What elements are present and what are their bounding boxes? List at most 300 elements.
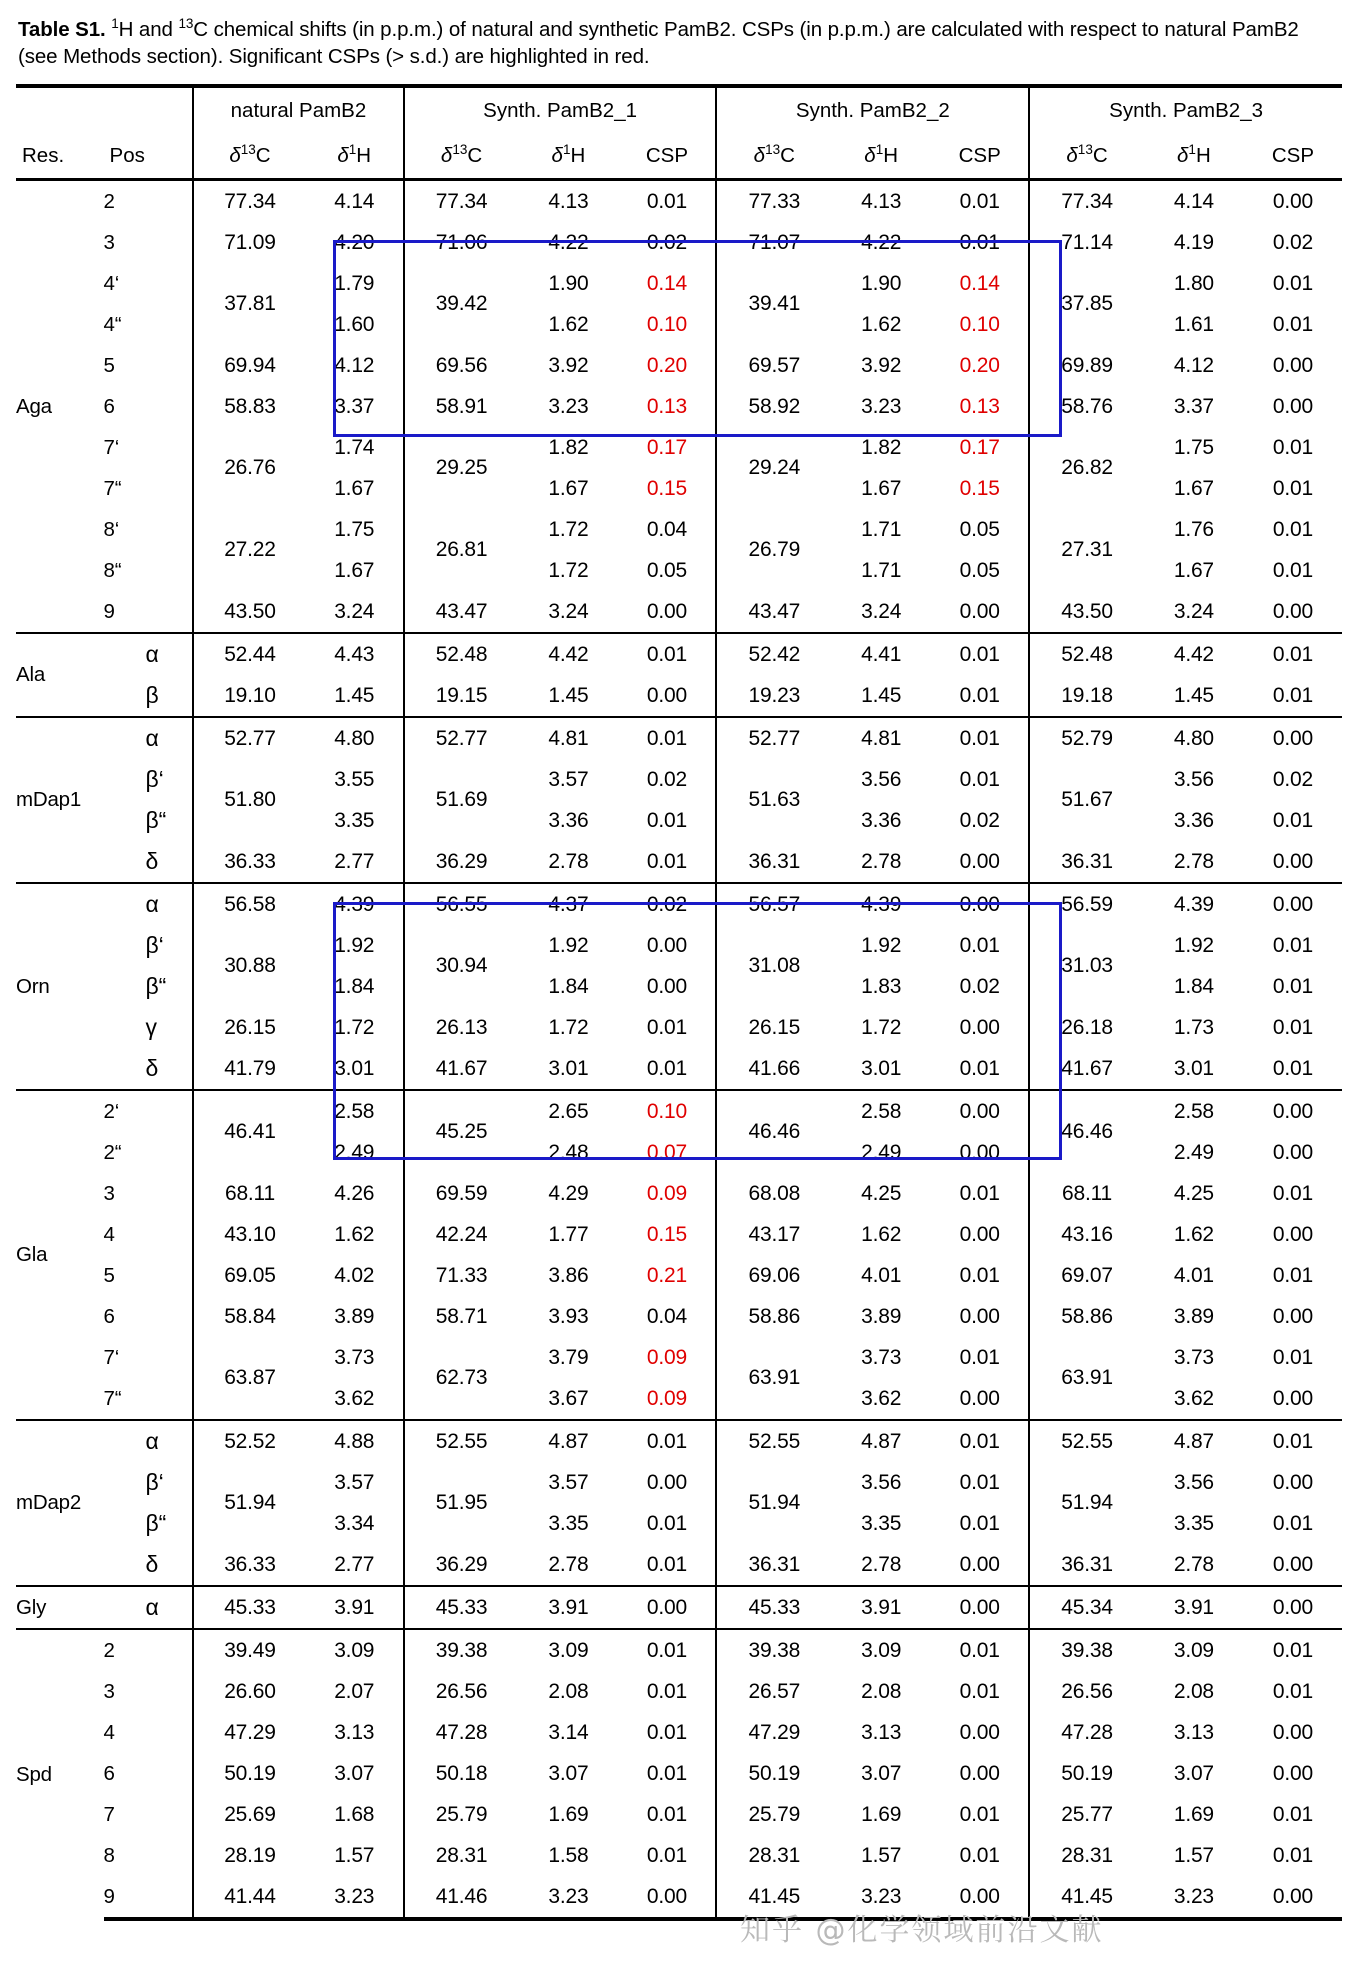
position-label: β“ [145, 1510, 167, 1537]
position-label: 7 [103, 1802, 115, 1826]
table-row [16, 1173, 1342, 1214]
position-label: δ [145, 848, 159, 875]
c13-value: 31.08 [716, 925, 831, 1007]
c13-value: 71.06 [404, 222, 519, 263]
h1-value: 2.49 [861, 1140, 902, 1164]
h1-value: 4.87 [1144, 1420, 1244, 1462]
csp-value: 0.01 [1272, 476, 1313, 500]
table-row [16, 1296, 1342, 1337]
position-label: β‘ [145, 766, 164, 793]
table-row [16, 633, 1342, 675]
h1-value: 3.09 [1144, 1629, 1244, 1671]
c13-value: 43.17 [716, 1214, 831, 1255]
csp-value: 0.10 [618, 1090, 716, 1132]
h1-value: 3.62 [1173, 1386, 1214, 1410]
c13-value: 30.94 [404, 925, 519, 1007]
table-row [16, 883, 1342, 925]
column-header-nat-h1: $\delta^1H$ [337, 142, 372, 168]
csp-value: 0.01 [959, 683, 1000, 707]
caption-sup-13c: 13 [178, 16, 194, 32]
column-header-s1-c13: $\delta^{13}C$ [404, 134, 519, 180]
h1-value: 1.69 [861, 1802, 902, 1826]
csp-value: 0.05 [959, 558, 1000, 582]
position-label: 9 [104, 1876, 194, 1919]
csp-value: 0.01 [646, 1720, 687, 1744]
c13-value: 77.33 [716, 180, 831, 223]
h1-value: 3.93 [548, 1304, 589, 1328]
position-label: 7‘ [103, 435, 120, 459]
c13-value: 71.14 [1029, 222, 1144, 263]
c13-value: 69.56 [404, 345, 519, 386]
h1-value: 3.07 [1173, 1761, 1214, 1785]
table-row [16, 222, 1342, 263]
c13-value: 26.15 [193, 1007, 306, 1048]
h1-value: 3.14 [548, 1720, 589, 1744]
h1-value: 1.82 [861, 435, 902, 459]
h1-value: 2.58 [831, 1090, 931, 1132]
h1-value: 3.92 [861, 353, 902, 377]
position-label: β“ [145, 807, 167, 834]
h1-value: 1.72 [334, 1015, 375, 1039]
csp-value: 0.01 [1272, 808, 1313, 832]
h1-value: 2.58 [306, 1090, 404, 1132]
csp-value: 0.15 [646, 1222, 687, 1246]
residue-label: Gly [16, 1586, 104, 1629]
csp-value: 0.01 [1272, 974, 1313, 998]
csp-value: 0.01 [1272, 1843, 1313, 1867]
h1-value: 3.23 [831, 1876, 931, 1919]
csp-value: 0.02 [959, 808, 1000, 832]
csp-value: 0.13 [959, 394, 1000, 418]
h1-value: 4.87 [831, 1420, 931, 1462]
c13-value: 45.33 [404, 1586, 519, 1629]
h1-value: 1.67 [548, 476, 589, 500]
csp-value: 0.01 [1272, 1015, 1313, 1039]
h1-value: 1.67 [861, 476, 902, 500]
csp-value: 0.04 [646, 1304, 687, 1328]
c13-value: 68.11 [1029, 1173, 1144, 1214]
csp-value: 0.01 [1272, 558, 1313, 582]
h1-value: 1.74 [334, 435, 375, 459]
c13-value: 69.59 [404, 1173, 519, 1214]
csp-value: 0.00 [1272, 394, 1313, 418]
h1-value: 1.69 [1173, 1802, 1214, 1826]
csp-value: 0.00 [931, 1090, 1029, 1132]
c13-value: 51.94 [193, 1462, 306, 1544]
position-label: δ [145, 1551, 159, 1578]
c13-value: 52.55 [404, 1420, 519, 1462]
c13-value: 52.55 [716, 1420, 831, 1462]
csp-value: 0.01 [1272, 1181, 1313, 1205]
csp-value: 0.01 [1272, 1056, 1313, 1080]
h1-value: 3.23 [518, 1876, 618, 1919]
c13-value: 56.58 [193, 883, 306, 925]
csp-value: 0.00 [959, 849, 1000, 873]
csp-value: 0.00 [959, 1720, 1000, 1744]
c13-value: 26.56 [404, 1671, 519, 1712]
csp-value: 0.00 [1272, 1222, 1313, 1246]
h1-value: 3.07 [334, 1761, 375, 1785]
h1-value: 1.73 [1173, 1015, 1214, 1039]
c13-value: 43.47 [404, 591, 519, 633]
c13-value: 52.77 [716, 717, 831, 759]
table-row [16, 759, 1342, 800]
h1-value: 1.79 [334, 271, 375, 295]
h1-value: 3.56 [1173, 767, 1214, 791]
c13-value: 37.81 [193, 263, 306, 345]
group-header-synth3: Synth. PamB2_3 [1029, 86, 1342, 134]
table-row [16, 1671, 1342, 1712]
csp-value: 0.00 [1272, 1470, 1313, 1494]
csp-value: 0.01 [646, 1056, 687, 1080]
h1-value: 4.01 [861, 1263, 902, 1287]
position-label: α [104, 633, 194, 675]
c13-value: 29.25 [404, 427, 519, 509]
h1-value: 1.67 [334, 558, 375, 582]
csp-value: 0.01 [618, 1420, 716, 1462]
c13-value: 36.33 [193, 1544, 306, 1586]
csp-value: 0.09 [646, 1181, 687, 1205]
column-header-s1-csp: CSP [645, 144, 689, 168]
h1-value: 3.23 [1144, 1876, 1244, 1919]
csp-value: 0.00 [646, 1470, 687, 1494]
position-label: 4“ [103, 312, 122, 336]
c13-value: 71.33 [404, 1255, 519, 1296]
table-row [16, 1586, 1342, 1629]
column-header-s3-csp: CSP [1271, 144, 1315, 168]
c13-value: 58.83 [193, 386, 306, 427]
csp-value: 0.01 [1272, 1345, 1313, 1369]
c13-value: 52.42 [716, 633, 831, 675]
csp-value: 0.01 [959, 1679, 1000, 1703]
c13-value: 58.84 [193, 1296, 306, 1337]
h1-value: 3.79 [548, 1345, 589, 1369]
h1-value: 2.08 [548, 1679, 589, 1703]
h1-value: 3.13 [334, 1720, 375, 1744]
h1-value: 3.24 [548, 599, 589, 623]
c13-value: 41.46 [404, 1876, 519, 1919]
c13-value: 26.57 [716, 1671, 831, 1712]
table-row [16, 509, 1342, 550]
h1-value: 1.57 [1173, 1843, 1214, 1867]
c13-value: 41.67 [404, 1048, 519, 1090]
c13-value: 77.34 [193, 180, 306, 223]
residue-label: Spd [16, 1629, 104, 1919]
csp-value: 0.14 [646, 271, 687, 295]
c13-value: 56.57 [716, 883, 831, 925]
csp-value: 0.00 [959, 1140, 1000, 1164]
h1-value: 3.01 [861, 1056, 902, 1080]
h1-value: 4.87 [518, 1420, 618, 1462]
h1-value: 1.45 [548, 683, 589, 707]
position-label: 5 [103, 1263, 115, 1287]
c13-value: 41.45 [716, 1876, 831, 1919]
h1-value: 4.81 [518, 717, 618, 759]
c13-value: 41.66 [716, 1048, 831, 1090]
csp-value: 0.09 [646, 1386, 687, 1410]
c13-value: 58.92 [716, 386, 831, 427]
h1-value: 1.58 [548, 1843, 589, 1867]
csp-value: 0.00 [1272, 1761, 1313, 1785]
table-row [16, 1255, 1342, 1296]
h1-value: 4.25 [861, 1181, 902, 1205]
h1-value: 2.07 [334, 1679, 375, 1703]
h1-value: 3.91 [1144, 1586, 1244, 1629]
chemical-shift-table [16, 84, 1342, 1921]
h1-value: 3.09 [518, 1629, 618, 1671]
position-label: β [145, 682, 159, 709]
c13-value: 51.80 [193, 759, 306, 841]
h1-value: 1.45 [334, 683, 375, 707]
residue-label: Aga [16, 394, 52, 418]
position-label: α [104, 717, 194, 759]
c13-value: 56.55 [404, 883, 519, 925]
c13-value: 27.31 [1029, 509, 1144, 591]
csp-value: 0.01 [959, 767, 1000, 791]
position-label: 7‘ [103, 1345, 120, 1369]
h1-value: 3.13 [1173, 1720, 1214, 1744]
caption-sup-1h: 1 [111, 16, 119, 32]
c13-value: 71.07 [716, 222, 831, 263]
c13-value: 50.19 [716, 1753, 831, 1794]
table-row [16, 1337, 1342, 1378]
c13-value: 39.42 [404, 263, 519, 345]
table-row [16, 427, 1342, 468]
h1-value: 1.77 [548, 1222, 589, 1246]
h1-value: 4.26 [334, 1181, 375, 1205]
position-label: β‘ [145, 932, 164, 959]
caption-label: Table S1. [18, 18, 106, 41]
csp-value: 0.00 [1272, 599, 1313, 623]
h1-value: 2.65 [518, 1090, 618, 1132]
c13-value: 50.18 [404, 1753, 519, 1794]
h1-value: 1.71 [861, 558, 902, 582]
csp-value: 0.00 [1272, 1720, 1313, 1744]
c13-value: 58.71 [404, 1296, 519, 1337]
c13-value: 63.91 [716, 1337, 831, 1420]
csp-value: 0.01 [959, 1345, 1000, 1369]
position-label: 4‘ [103, 271, 120, 295]
h1-value: 1.84 [334, 974, 375, 998]
c13-value: 52.48 [404, 633, 519, 675]
table-row [16, 1420, 1342, 1462]
c13-value: 47.28 [404, 1712, 519, 1753]
csp-value: 0.01 [646, 189, 687, 213]
c13-value: 46.46 [716, 1090, 831, 1173]
h1-value: 3.89 [334, 1304, 375, 1328]
table-row [16, 841, 1342, 883]
csp-value: 0.02 [618, 883, 716, 925]
csp-value: 0.00 [1244, 883, 1342, 925]
csp-value: 0.01 [1272, 271, 1313, 295]
h1-value: 3.37 [1173, 394, 1214, 418]
c13-value: 52.44 [193, 633, 306, 675]
h1-value: 3.56 [861, 1470, 902, 1494]
position-label: 4 [103, 1720, 115, 1744]
c13-value: 52.77 [193, 717, 306, 759]
csp-value: 0.00 [618, 1876, 716, 1919]
csp-value: 0.00 [618, 1586, 716, 1629]
csp-value: 0.00 [959, 599, 1000, 623]
h1-value: 3.24 [334, 599, 375, 623]
c13-value: 69.89 [1029, 345, 1144, 386]
c13-value: 36.31 [716, 1544, 831, 1586]
csp-value: 0.00 [959, 1304, 1000, 1328]
c13-value: 52.77 [404, 717, 519, 759]
csp-value: 0.00 [1272, 1140, 1313, 1164]
h1-value: 4.43 [306, 633, 404, 675]
residue-label: Ala [16, 633, 104, 717]
h1-value: 3.57 [548, 1470, 589, 1494]
c13-value: 50.19 [1029, 1753, 1144, 1794]
csp-value: 0.00 [1244, 1876, 1342, 1919]
h1-value: 3.57 [548, 767, 589, 791]
c13-value: 43.10 [193, 1214, 306, 1255]
column-header-row [16, 134, 1342, 180]
h1-value: 1.90 [548, 271, 589, 295]
c13-value: 45.33 [193, 1586, 306, 1629]
table-row [16, 1876, 1342, 1919]
column-header-s2-csp: CSP [958, 144, 1001, 168]
csp-value: 0.00 [959, 1761, 1000, 1785]
h1-value: 4.42 [518, 633, 618, 675]
table-row [16, 925, 1342, 966]
h1-value: 4.19 [1173, 230, 1214, 254]
c13-value: 36.29 [404, 1544, 519, 1586]
c13-value: 25.79 [404, 1794, 519, 1835]
h1-value: 2.77 [334, 1552, 375, 1576]
c13-value: 45.33 [716, 1586, 831, 1629]
h1-value: 2.78 [548, 1552, 589, 1576]
h1-value: 1.84 [548, 974, 589, 998]
h1-value: 3.37 [334, 394, 375, 418]
c13-value: 69.06 [716, 1255, 831, 1296]
h1-value: 1.62 [861, 1222, 902, 1246]
h1-value: 1.80 [1173, 271, 1214, 295]
group-header-blank [16, 86, 193, 134]
csp-value: 0.00 [1272, 1386, 1313, 1410]
h1-value: 1.72 [861, 1015, 902, 1039]
c13-value: 69.07 [1029, 1255, 1144, 1296]
csp-value: 0.21 [646, 1263, 687, 1287]
h1-value: 3.07 [548, 1761, 589, 1785]
position-label: 3 [103, 1679, 115, 1703]
h1-value: 1.76 [1173, 517, 1214, 541]
h1-value: 3.01 [334, 1056, 375, 1080]
c13-value: 58.91 [404, 386, 519, 427]
c13-value: 41.45 [1029, 1876, 1144, 1919]
csp-value: 0.00 [931, 1586, 1029, 1629]
position-label: 6 [103, 394, 115, 418]
h1-value: 3.86 [548, 1263, 589, 1287]
csp-value: 0.00 [959, 1015, 1000, 1039]
csp-value: 0.00 [1272, 849, 1313, 873]
c13-value: 39.49 [193, 1629, 306, 1671]
table-row [16, 1794, 1342, 1835]
c13-value: 77.34 [404, 180, 519, 223]
h1-value: 1.83 [861, 974, 902, 998]
c13-value: 56.59 [1029, 883, 1144, 925]
h1-value: 1.69 [548, 1802, 589, 1826]
h1-value: 3.73 [1173, 1345, 1214, 1369]
csp-value: 0.01 [1244, 1629, 1342, 1671]
h1-value: 1.72 [548, 1015, 589, 1039]
c13-value: 62.73 [404, 1337, 519, 1420]
csp-value: 0.01 [646, 1843, 687, 1867]
c13-value: 26.15 [716, 1007, 831, 1048]
h1-value: 4.14 [334, 189, 375, 213]
h1-value: 4.22 [548, 230, 589, 254]
h1-value: 2.78 [861, 1552, 902, 1576]
residue-label: mDap2 [16, 1420, 104, 1586]
c13-value: 69.94 [193, 345, 306, 386]
position-label: 8‘ [103, 517, 120, 541]
csp-value: 0.01 [618, 633, 716, 675]
h1-value: 1.61 [1173, 312, 1214, 336]
csp-value: 0.07 [646, 1140, 687, 1164]
csp-value: 0.01 [959, 230, 1000, 254]
c13-value: 47.29 [716, 1712, 831, 1753]
csp-value: 0.01 [1272, 1679, 1313, 1703]
h1-value: 4.39 [831, 883, 931, 925]
h1-value: 1.82 [548, 435, 589, 459]
position-label: δ [145, 1055, 159, 1082]
h1-value: 1.45 [861, 683, 902, 707]
csp-value: 0.00 [1272, 1552, 1313, 1576]
csp-value: 0.01 [959, 1181, 1000, 1205]
position-label: β“ [145, 973, 167, 1000]
c13-value: 36.31 [1029, 841, 1144, 883]
c13-value: 19.18 [1029, 675, 1144, 717]
h1-value: 4.12 [1173, 353, 1214, 377]
c13-value: 25.79 [716, 1794, 831, 1835]
h1-value: 3.67 [548, 1386, 589, 1410]
h1-value: 2.78 [1173, 849, 1214, 873]
position-label: 8“ [103, 558, 122, 582]
h1-value: 3.23 [861, 394, 902, 418]
h1-value: 3.01 [548, 1056, 589, 1080]
h1-value: 2.48 [548, 1140, 589, 1164]
h1-value: 3.91 [831, 1586, 931, 1629]
position-label: 7“ [103, 476, 122, 500]
h1-value: 3.56 [1173, 1470, 1214, 1494]
csp-value: 0.01 [931, 717, 1029, 759]
position-label: γ [145, 1014, 157, 1041]
h1-value: 4.80 [306, 717, 404, 759]
c13-value: 25.69 [193, 1794, 306, 1835]
csp-value: 0.00 [959, 1552, 1000, 1576]
h1-value: 3.91 [306, 1586, 404, 1629]
h1-value: 3.73 [861, 1345, 902, 1369]
csp-value: 0.14 [959, 271, 1000, 295]
h1-value: 4.39 [306, 883, 404, 925]
c13-value: 19.10 [193, 675, 306, 717]
table-row [16, 717, 1342, 759]
h1-value: 4.13 [861, 189, 902, 213]
c13-value: 51.63 [716, 759, 831, 841]
csp-value: 0.00 [646, 933, 687, 957]
h1-value: 1.75 [1173, 435, 1214, 459]
csp-value: 0.01 [931, 1420, 1029, 1462]
h1-value: 1.60 [334, 312, 375, 336]
h1-value: 3.36 [548, 808, 589, 832]
c13-value: 25.77 [1029, 1794, 1144, 1835]
table-row [16, 1090, 1342, 1132]
h1-value: 3.09 [831, 1629, 931, 1671]
csp-value: 0.10 [959, 312, 1000, 336]
csp-value: 0.01 [1272, 933, 1313, 957]
c13-value: 41.44 [193, 1876, 306, 1919]
